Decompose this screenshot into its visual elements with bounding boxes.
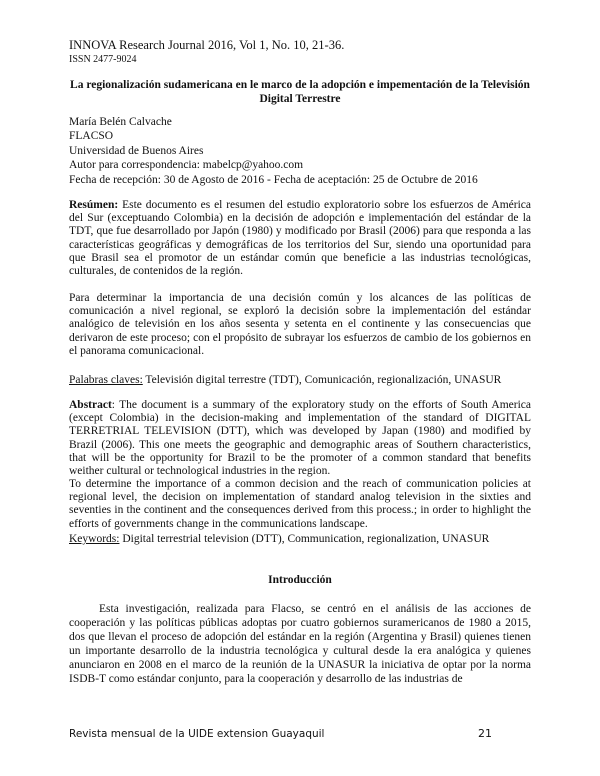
abstract-paragraph [69, 399, 531, 478]
intro-paragraph: Esta investigación, realizada para Flacso, se centró en el análisis de las acciones de cooperación y las políticas públicas adoptas por cuatro gobiernos suramericanos de 1980 a 2015, dos que llevan el proceso de adopción del estándar en la región (Argentina y Brasil) quienes tienen un importante desarrollo de la industria tecnológica y cultural desde la era analógica y quienes anunciaron en 2008 en el marco de la reunión de la UNASUR la iniciativa de optar por la norma ISDB-T como estándar conjunto, para la cooperación y desarrollo de las industrias de [69, 603, 531, 685]
abstract-label: Abstract [69, 399, 112, 411]
palabras-claves [69, 374, 531, 387]
page-number: 21 [478, 727, 492, 740]
article-title: La regionalización sudamericana en le marco de la adopción e impementación de la Televisión Digital Terrestre [70, 79, 530, 105]
resumen-text: Este documento es el resumen del estudio exploratorio sobre los esfuerzos de América del Sur (exceptuando Colombia) en la decisión de adopción e implementación del estándar de la TDT, que fue desarrollado por Japón (1980) y modificado por Brasil (2006) para que responda a las características geográficas y demográficas de los territorios del Sur, siendo una oportunidad para que Brasil sea el promotor de un estándar común que beneficie a las industrias tecnológicas, culturales, de contenidos de la región. [69, 199, 531, 278]
palabras-text: Televisión digital terrestre (TDT), Comunicación, regionalización, UNASUR [142, 374, 502, 386]
resumen-paragraph [69, 199, 531, 278]
footer-journal: Revista mensual de la UIDE extension Guayaquil [69, 728, 325, 740]
author-university: Universidad de Buenos Aires [69, 144, 204, 157]
keywords-text: Digital terrestrial television (DTT), Communication, regionalization, UNASUR [119, 533, 490, 545]
author-name: María Belén Calvache [69, 116, 172, 128]
submission-dates: Fecha de recepción: 30 de Agosto de 2016 - Fecha de aceptación: 25 de Octubre de 2016 [69, 173, 478, 186]
journal-header: INNOVA Research Journal 2016, Vol 1, No. 10, 21-36. [69, 38, 345, 52]
author-contact: Autor para correspondencia: mabelcp@yahoo.com [69, 159, 304, 172]
palabras-label: Palabras claves: [69, 374, 143, 386]
resumen-paragraph-2: Para determinar la importancia de una decisión común y los alcances de las políticas de comunicación a nivel regional, se exploró la decisión sobre la implementación del estándar analógico de televisión en los años sesenta y setenta en el continente y las consecuencias que derivaron de este proceso; con el propósito de subrayar los esfuerzos de cambio de los gobiernos en el panorama comunicacional. [69, 292, 531, 357]
section-heading-introduccion: Introducción [268, 574, 332, 586]
keywords-line [69, 533, 531, 546]
abstract-paragraph-2: To determine the importance of a common decision and the reach of communication policies at regional level, the decision on implementation of standard analog television in the sixties and seventies in the continent and the consequences derived from this process.; in order to highlight the efforts of governments change in the communications landscape. [69, 478, 531, 530]
issn-line: ISSN 2477-9024 [69, 54, 137, 65]
author-org: FLACSO [69, 130, 114, 143]
resumen-label: Resúmen: [69, 199, 119, 211]
keywords-label: Keywords: [69, 533, 120, 545]
abstract-text: : The document is a summary of the exploratory study on the efforts of South America (except Colombia) in the decision-making and implementation of the standard of DIGITAL TERRETRIAL TELEVISION (DTT), which was developed by Japan (1980) and modified by Brazil (2006). This one meets the geographic and demographic areas of Southern characteristics, that will be the opportunity for Brazil to be the promoter of a common standard that benefits weither cultural or technological industries in the region. [69, 399, 531, 478]
author-block [69, 115, 478, 187]
